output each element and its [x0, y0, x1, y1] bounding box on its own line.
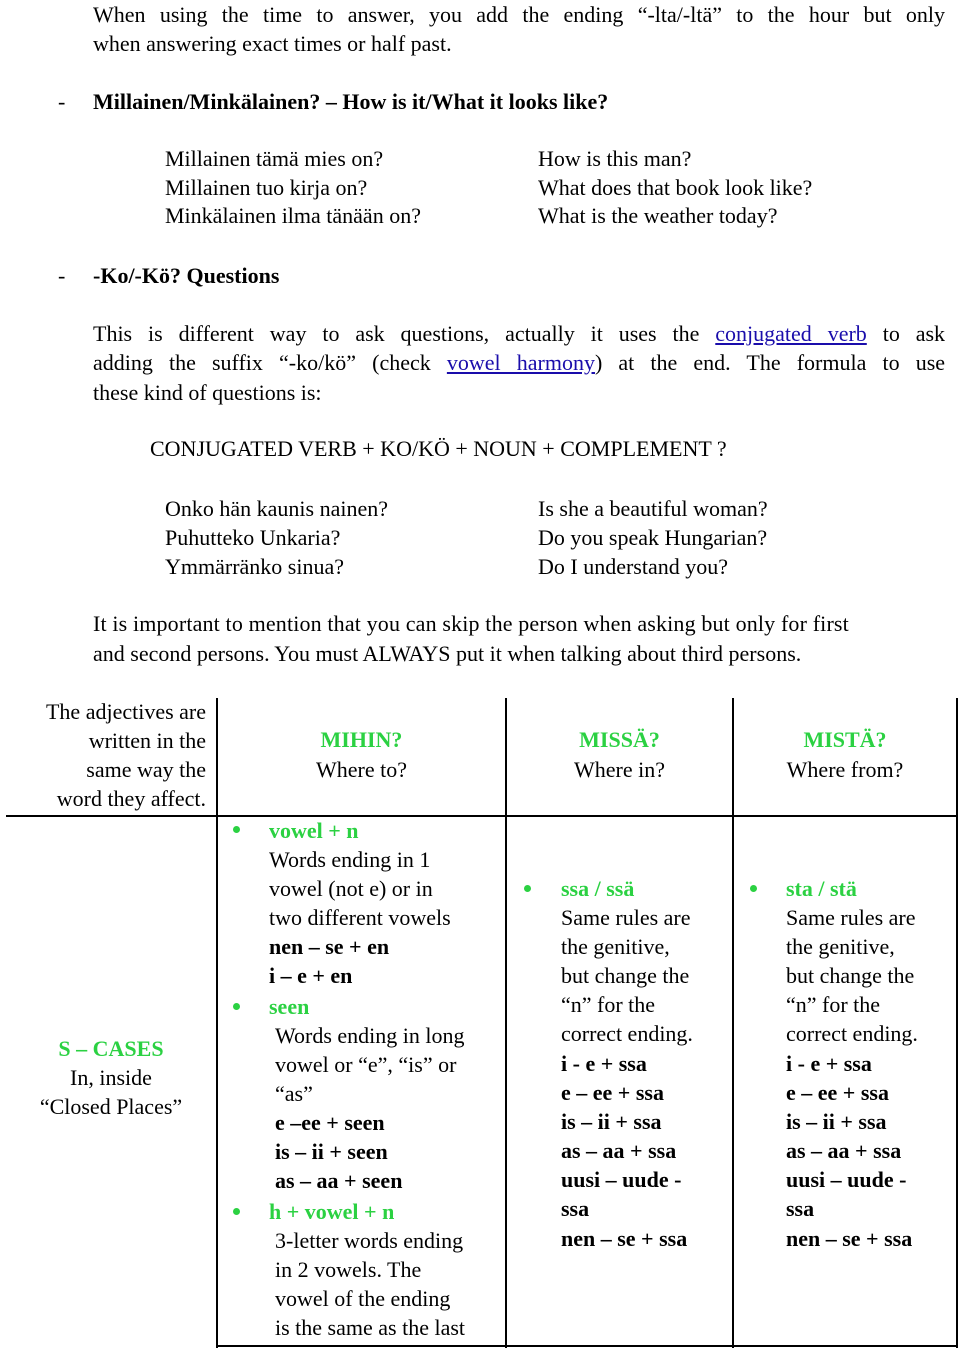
- bullet-icon: [233, 1003, 240, 1010]
- example-en: Do you speak Hungarian?: [538, 525, 768, 550]
- example-en: How is this man?: [538, 146, 692, 171]
- corner-line: word they affect.: [56, 786, 206, 811]
- note-line-1: It is important to mention that you can skip the person when asking but only for first: [93, 611, 849, 636]
- rule-formula: as – aa + ssa: [786, 1138, 902, 1163]
- example-fi: Puhutteko Unkaria?: [165, 525, 341, 550]
- rule-formula: e – ee + ssa: [786, 1080, 889, 1105]
- rule-text: but change the: [561, 963, 690, 988]
- header-mista-sub: Where from?: [786, 757, 904, 782]
- rule-head: vowel + n: [269, 818, 359, 843]
- rule-text: in 2 vowels. The: [275, 1257, 422, 1282]
- example-en: What is the weather today?: [538, 203, 778, 228]
- corner-line: The adjectives are: [45, 699, 206, 724]
- rule-formula: uusi – uude -: [561, 1167, 682, 1192]
- table-rule: [505, 698, 507, 1348]
- rule-text: vowel of the ending: [275, 1286, 451, 1311]
- ko-paragraph-line-1: [93, 319, 945, 348]
- rule-text: Same rules are: [786, 905, 916, 930]
- rule-text: 3-letter words ending: [275, 1228, 464, 1253]
- header-mihin-sub: Where to?: [316, 757, 407, 782]
- list-dash: -: [58, 263, 66, 288]
- table-rule: [6, 815, 958, 817]
- row-label-line: “Closed Places”: [39, 1094, 183, 1119]
- rule-text: Words ending in long: [275, 1023, 465, 1048]
- ko-paragraph-line-3: these kind of questions is:: [93, 380, 322, 405]
- header-mihin: MIHIN?: [320, 727, 403, 752]
- rule-formula: uusi – uude -: [786, 1167, 907, 1192]
- conjugated-verb-link[interactable]: conjugated verb: [715, 321, 867, 346]
- rule-head: seen: [269, 994, 310, 1019]
- note-line-2: and second persons. You must ALWAYS put it when talking about third persons.: [93, 641, 802, 666]
- rule-formula: ssa: [561, 1196, 590, 1221]
- rule-text: correct ending.: [786, 1021, 918, 1046]
- example-fi: Onko hän kaunis nainen?: [165, 496, 388, 521]
- paragraph-text: to ask: [882, 321, 946, 346]
- rule-text: vowel (not e) or in: [269, 876, 433, 901]
- example-fi: Ymmärränko sinua?: [165, 554, 344, 579]
- list-dash: -: [58, 89, 66, 114]
- bullet-icon: [750, 885, 757, 892]
- rule-text: vowel or “e”, “is” or: [275, 1052, 457, 1077]
- bullet-icon: [524, 885, 531, 892]
- example-fi: Millainen tuo kirja on?: [165, 175, 368, 200]
- rule-formula: i – e + en: [269, 963, 353, 988]
- row-label-title: S – CASES: [58, 1036, 164, 1061]
- paragraph-text: This is different way to ask questions, actually it uses the: [93, 321, 700, 346]
- rule-formula: nen – se + ssa: [561, 1226, 688, 1251]
- rule-formula: is – ii + ssa: [786, 1109, 887, 1134]
- rule-formula: i - e + ssa: [561, 1051, 647, 1076]
- rule-text: the genitive,: [786, 934, 895, 959]
- table-rule: [216, 698, 218, 1348]
- rule-formula: as – aa + ssa: [561, 1138, 677, 1163]
- bullet-icon: [233, 826, 240, 833]
- rule-text: but change the: [786, 963, 915, 988]
- rule-formula: i - e + ssa: [786, 1051, 872, 1076]
- section-heading-millainen: Millainen/Minkälainen? – How is it/What it looks like?: [93, 89, 609, 114]
- vowel-harmony-link[interactable]: vowel harmony: [446, 350, 595, 375]
- rule-text: the genitive,: [561, 934, 670, 959]
- corner-line: written in the: [88, 728, 206, 753]
- paragraph-text: adding the suffix “-ko/kö” (check: [93, 350, 431, 375]
- row-label-line: In, inside: [70, 1065, 152, 1090]
- table-rule: [732, 698, 734, 1348]
- rule-text: is the same as the last: [275, 1315, 466, 1340]
- section-heading-ko: -Ko/-Kö? Questions: [93, 263, 280, 288]
- rule-formula: e – ee + ssa: [561, 1080, 664, 1105]
- rule-text: “as”: [275, 1081, 313, 1106]
- example-en: What does that book look like?: [538, 175, 813, 200]
- bullet-icon: [233, 1208, 240, 1215]
- rule-formula: e –ee + seen: [275, 1110, 385, 1135]
- header-mista: MISTÄ?: [803, 727, 887, 752]
- header-missa-sub: Where in?: [574, 757, 665, 782]
- header-missa: MISSÄ?: [579, 727, 660, 752]
- rule-text: two different vowels: [269, 905, 451, 930]
- rule-formula: is – ii + ssa: [561, 1109, 662, 1134]
- rule-formula: nen – se + en: [269, 934, 390, 959]
- rule-text: Same rules are: [561, 905, 691, 930]
- rule-text: correct ending.: [561, 1021, 693, 1046]
- example-fi: Minkälainen ilma tänään on?: [165, 203, 421, 228]
- paragraph-text: ) at the end. The formula to use: [594, 350, 946, 375]
- intro-line-1: When using the time to answer, you add the ending “-lta/-ltä” to the hour but only: [93, 2, 945, 27]
- rule-text: Words ending in 1: [269, 847, 431, 872]
- rule-formula: is – ii + seen: [275, 1139, 388, 1164]
- rule-formula: as – aa + seen: [275, 1168, 403, 1193]
- rule-text: “n” for the: [786, 992, 881, 1017]
- rule-head: sta / stä: [786, 876, 857, 901]
- rule-head: h + vowel + n: [269, 1199, 395, 1224]
- rule-text: “n” for the: [561, 992, 656, 1017]
- example-en: Do I understand you?: [538, 554, 729, 579]
- intro-line-2: when answering exact times or half past.: [93, 31, 452, 56]
- rule-formula: ssa: [786, 1196, 815, 1221]
- ko-paragraph-line-2: [93, 348, 945, 377]
- formula: CONJUGATED VERB + KO/KÖ + NOUN + COMPLEMENT ?: [150, 436, 727, 461]
- rule-formula: nen – se + ssa: [786, 1226, 913, 1251]
- rule-head: ssa / ssä: [561, 876, 635, 901]
- table-rule: [216, 1345, 958, 1347]
- example-en: Is she a beautiful woman?: [538, 496, 768, 521]
- corner-line: same way the: [86, 757, 206, 782]
- example-fi: Millainen tämä mies on?: [165, 146, 384, 171]
- table-rule: [956, 698, 958, 1348]
